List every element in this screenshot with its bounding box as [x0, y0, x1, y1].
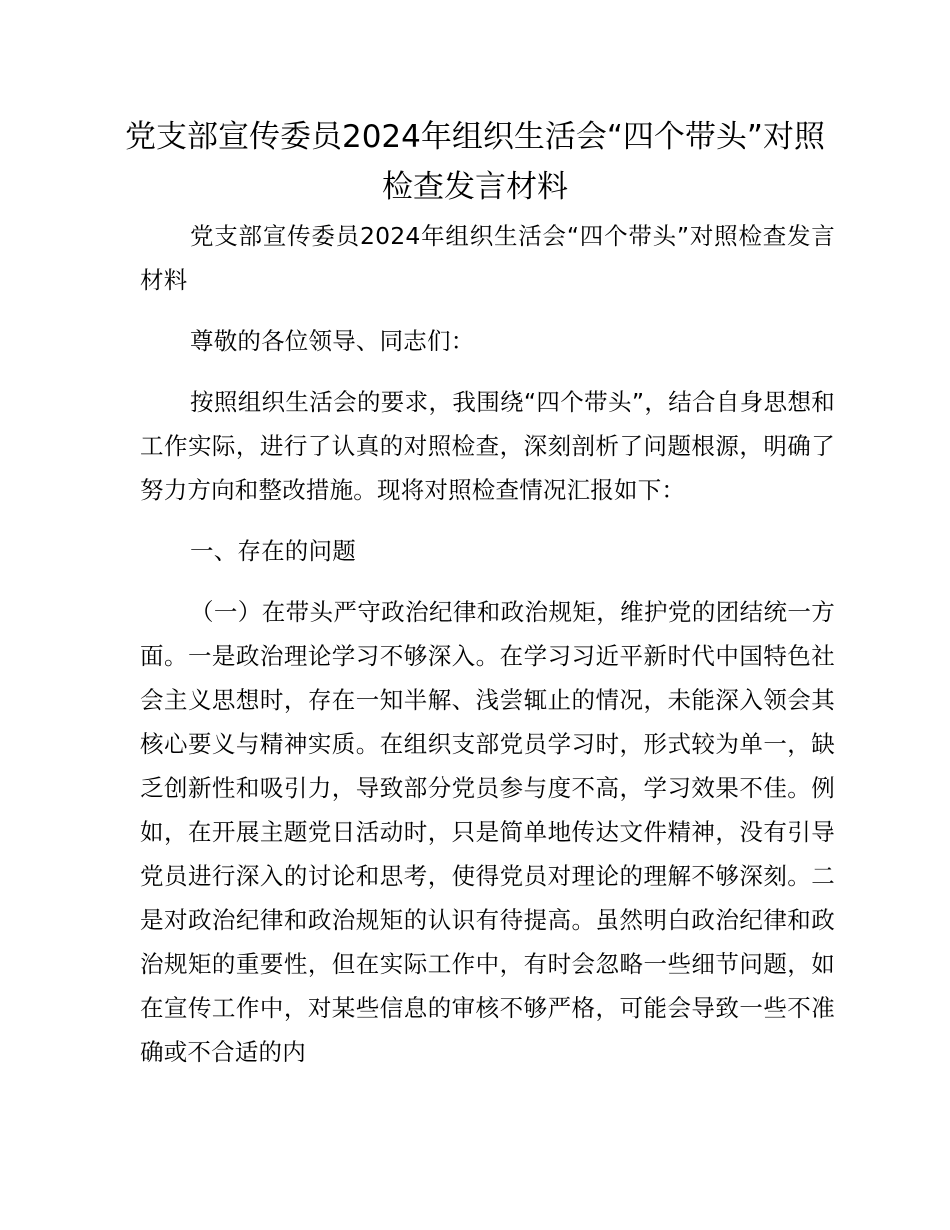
section-heading-problems: 一、存在的问题: [190, 537, 356, 565]
document-title: 党支部宣传委员2024年组织生活会“四个带头”对照检查发言材料: [124, 119, 825, 205]
paragraph-intro: 按照组织生活会的要求，我围绕“四个带头”，结合自身思想和工作实际，进行了认真的对照检查，深刻剖析了问题根源，明确了努力方向和整改措施。现将对照检查情况汇报如下：: [140, 388, 835, 504]
paragraph-subtitle: 党支部宣传委员2024年组织生活会“四个带头”对照检查发言材料: [140, 222, 835, 294]
paragraph-salutation: 尊敬的各位领导、同志们：: [190, 327, 475, 355]
document-body: [140, 214, 835, 1091]
paragraph-problem-one: （一）在带头严守政治纪律和政治规矩，维护党的团结统一方面。一是政治理论学习不够深入。在学习习近平新时代中国特色社会主义思想时，存在一知半解、浅尝辄止的情况，未能深入领会其核心要义与精神实质。在组织支部党员学习时，形式较为单一，缺乏创新性和吸引力，导致部分党员参与度不高，学习效果不佳。例如，在开展主题党日活动时，只是简单地传达文件精神，没有引导党员进行深入的讨论和思考，使得党员对理论的理解不够深刻。二是对政治纪律和政治规矩的认识有待提高。虽然明白政治纪律和政治规矩的重要性，但在实际工作中，有时会忽略一些细节问题，如在宣传工作中，对某些信息的审核不够严格，可能会导致一些不准确或不合适的内: [140, 598, 835, 1066]
